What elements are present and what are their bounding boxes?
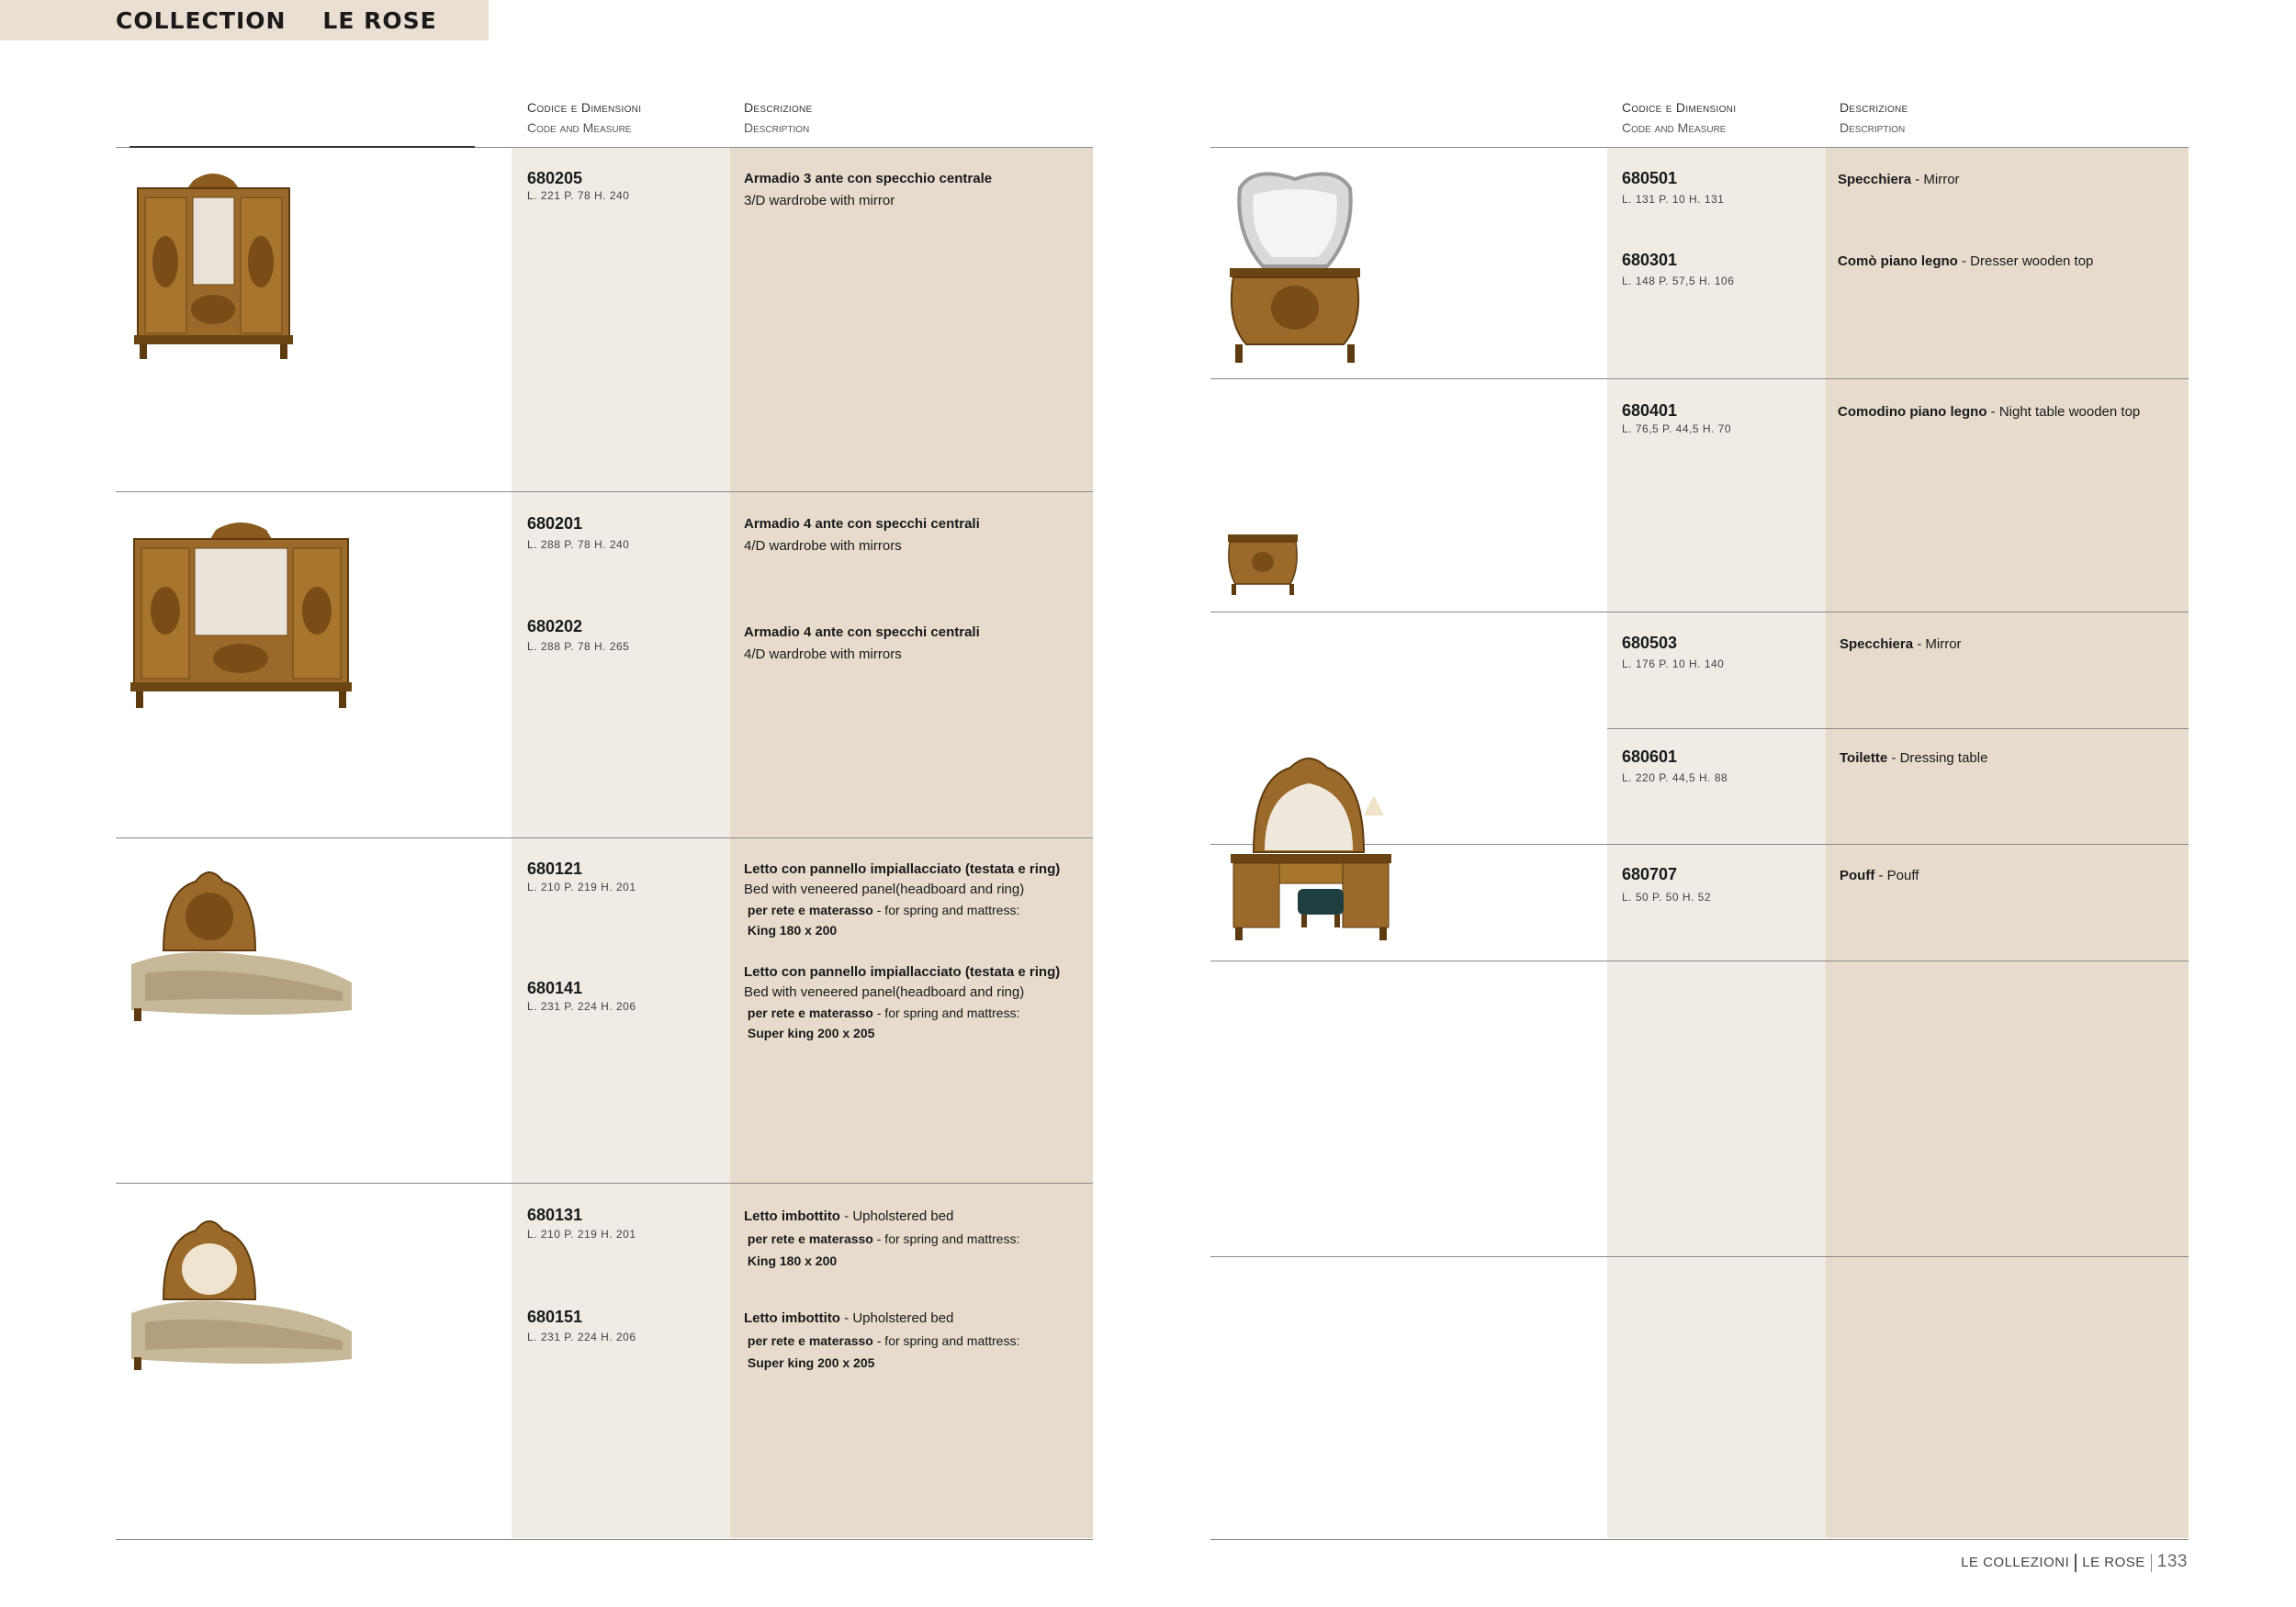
page-number: 133: [2156, 1552, 2188, 1571]
product-code: 680301: [1622, 251, 1678, 269]
product-description: Pouff - Pouff: [1840, 868, 1919, 883]
product-measure: L. 231 P. 224 H. 206: [527, 1000, 636, 1013]
product-code: 680205: [527, 169, 583, 187]
product-measure: L. 76,5 P. 44,5 H. 70: [1622, 422, 1732, 435]
wardrobe-3-door-image: [129, 170, 298, 363]
product-code: 680202: [527, 617, 583, 635]
product-measure: L. 220 P. 44,5 H. 88: [1622, 771, 1728, 784]
product-code: 680501: [1622, 169, 1678, 187]
product-code: 680401: [1622, 401, 1678, 420]
divider: [129, 146, 475, 148]
night-table-image: [1226, 531, 1300, 597]
product-measure: L. 210 P. 219 H. 201: [527, 881, 636, 893]
dressing-table-mirror-image: [1226, 751, 1396, 944]
product-code: 680503: [1622, 634, 1678, 652]
product-description: Armadio 3 ante con specchio centrale 3/D wardrobe with mirror: [744, 171, 993, 208]
mirror-dresser-image: [1226, 165, 1364, 367]
product-description: Letto imbottito - Upholstered bed per rete e materasso - for spring and mattress: King 180 x 200: [744, 1208, 1020, 1268]
code-column-bg: [1607, 147, 1826, 1538]
footer-collection: LE ROSE: [2082, 1555, 2145, 1570]
product-code: 680121: [527, 860, 583, 878]
product-description: Comodino piano legno - Night table wooden top: [1838, 404, 2141, 420]
bed-upholstered-image: [127, 1212, 356, 1373]
product-description: Letto con pannello impiallacciato (testata e ring) Bed with veneered panel(headboard and ring) per rete e materasso - for spring and mattress: King 180 x 200: [744, 861, 1061, 938]
product-measure: L. 210 P. 219 H. 201: [527, 1228, 636, 1241]
product-description: Armadio 4 ante con specchi centrali 4/D wardrobe with mirrors: [744, 516, 980, 554]
footer-separator: [2075, 1554, 2077, 1572]
divider: [1210, 378, 2189, 379]
collection-label: COLLECTION: [116, 7, 287, 34]
product-description: Letto con pannello impiallacciato (testata e ring) Bed with veneered panel(headboard and ring) per rete e materasso - for spring and mattress: Super king 200 x 205: [744, 964, 1061, 1040]
product-description: Specchiera - Mirror: [1840, 636, 1962, 652]
product-measure: L. 231 P. 224 H. 206: [527, 1331, 636, 1343]
product-code: 680201: [527, 514, 583, 533]
product-description: Specchiera - Mirror: [1838, 172, 1960, 187]
divider: [1210, 147, 2189, 148]
product-measure: L. 288 P. 78 H. 265: [527, 640, 630, 653]
product-code: 680141: [527, 979, 583, 997]
bed-veneered-image: [127, 863, 356, 1024]
code-column-header: Codice e Dimensioni Code and Measure: [527, 100, 642, 135]
page-footer: [1961, 1552, 2188, 1572]
product-measure: L. 221 P. 78 H. 240: [527, 189, 630, 202]
product-code: 680601: [1622, 747, 1678, 766]
product-description: Comò piano legno - Dresser wooden top: [1838, 253, 2094, 269]
divider: [116, 1539, 1093, 1540]
divider: [116, 491, 1093, 492]
page-title: [116, 7, 474, 34]
product-measure: L. 148 P. 57,5 H. 106: [1622, 275, 1735, 287]
footer-separator: [2151, 1554, 2152, 1572]
code-column-header: Codice e Dimensioni Code and Measure: [1622, 100, 1737, 135]
divider: [116, 837, 1093, 838]
divider: [1210, 1256, 2189, 1257]
product-description: Letto imbottito - Upholstered bed per rete e materasso - for spring and mattress: Super king 200 x 205: [744, 1310, 1020, 1370]
product-measure: L. 50 P. 50 H. 52: [1622, 891, 1712, 904]
code-column-bg: [512, 147, 730, 1538]
desc-column-header: Descrizione Description: [744, 100, 813, 135]
divider: [1607, 728, 2189, 729]
wardrobe-4-door-image: [129, 519, 354, 712]
footer-section: LE COLLEZIONI: [1961, 1555, 2070, 1570]
product-description: Armadio 4 ante con specchi centrali 4/D wardrobe with mirrors: [744, 624, 980, 662]
collection-name: LE ROSE: [322, 7, 437, 34]
product-measure: L. 131 P. 10 H. 131: [1622, 193, 1725, 206]
product-description: Toilette - Dressing table: [1840, 750, 1988, 766]
divider: [1210, 1539, 2189, 1540]
product-measure: L. 176 P. 10 H. 140: [1622, 657, 1725, 670]
product-measure: L. 288 P. 78 H. 240: [527, 538, 630, 551]
desc-column-bg: [1826, 147, 2189, 1538]
product-code: 680707: [1622, 865, 1678, 883]
product-code: 680151: [527, 1308, 583, 1326]
product-code: 680131: [527, 1206, 583, 1224]
divider: [116, 1183, 1093, 1184]
desc-column-header: Descrizione Description: [1840, 100, 1908, 135]
